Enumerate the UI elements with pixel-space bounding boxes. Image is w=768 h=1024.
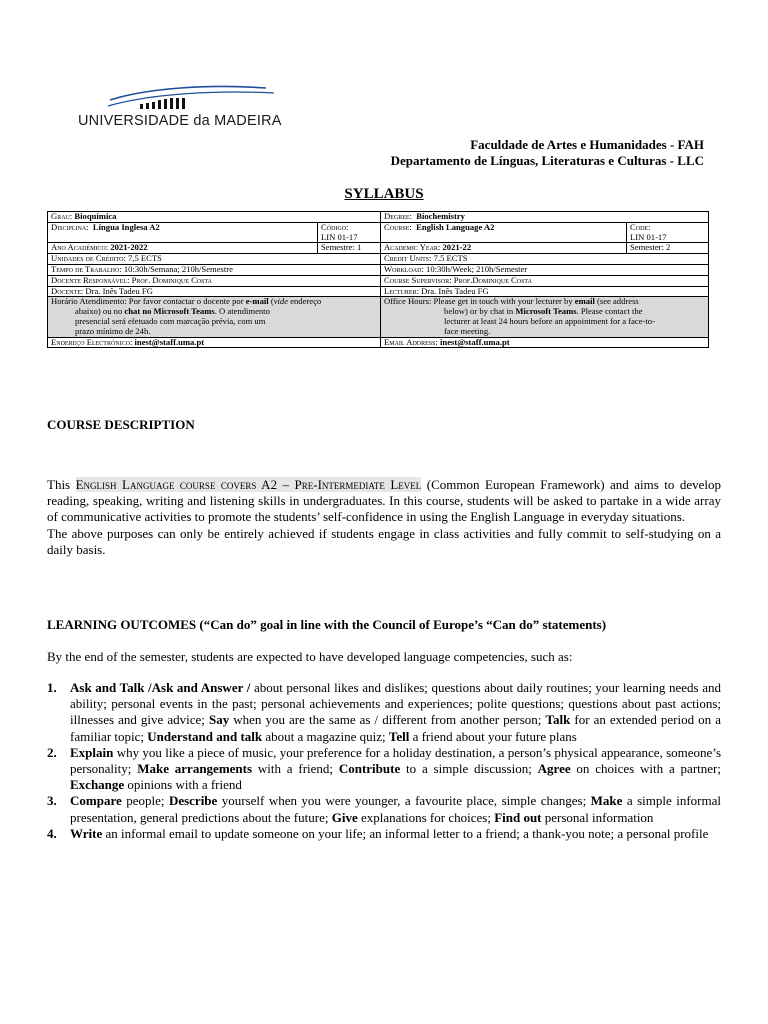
page-title: SYLLABUS [344,186,424,202]
office-hours-cell: Office Hours: Please get in touch with your lecturer by email (see address below) or by chat in Microsoft Teams. Please contact the lecturer at least 24 hours before an appointment for a face-to- face meeting. [381,297,709,337]
docente-responsavel-cell: Docente Responsável: Prof. Dominique Costa [48,275,381,286]
list-item: 3. Compare people; Describe yourself when you were younger, a favourite place, simple changes; Make a simple informal presentation, general predictions about the future; Give explanations for choices; Find out personal information [47,793,721,825]
learning-outcomes-intro: By the end of the semester, students are expected to have developed language competencies, such as: [47,649,573,664]
list-item: 4. Write an informal email to update someone on your life; an informal letter to a friend; a thank-you note; a personal profile [47,825,709,841]
docente-cell: Docente: Dra. Inês Tadeu FG [48,286,381,297]
email-address-cell: Email Address: inest@staff.uma.pt [381,337,709,348]
academic-year-cell: Academic Year: 2021-22 [381,243,627,254]
department-name: Departamento de Línguas, Literaturas e Culturas - LLC [390,153,704,168]
disciplina-cell: Disciplina: Língua Inglesa A2 [48,222,318,243]
table-row [48,297,709,337]
logo-swoosh-icon [78,84,278,114]
university-logo [78,84,282,134]
course-info-table [47,211,709,348]
table-row [48,264,709,275]
course-description-heading: COURSE DESCRIPTION [47,417,195,432]
table-row [48,212,709,223]
tempo-cell: Tempo de Trabalho: 10:30h/Semana; 210h/Semestre [48,264,381,275]
course-supervisor-cell: Course Supervisor: Prof.Dominique Costa [381,275,709,286]
ano-cell: Ano Académico: 2021-2022 [48,243,318,254]
course-cell: Course: English Language A2 [381,222,627,243]
table-row [48,243,709,254]
learning-outcomes-list [47,680,721,842]
code-cell: Code: LIN 01-17 [627,222,709,243]
table-row [48,254,709,265]
table-row [48,286,709,297]
semestre-pt-cell: Semestre: 1 [318,243,381,254]
faculty-header [391,137,704,169]
grau-cell: Grau: Bioquímica [48,212,381,223]
endereco-cell: Endereço Electrónico: inest@staff.uma.pt [48,337,381,348]
unidades-cell: Unidades de Crédito: 7,5 ECTS [48,254,381,265]
list-item: 2. Explain why you like a piece of music, your preference for a holiday destination, a person’s physical appearance, someone’s personality; Make arrangements with a friend; Contribute to a simple discussion; Agree on choices with a partner; Exchange opinions with a friend [47,744,721,793]
lecturer-cell: Lecturer: Dra. Inês Tadeu FG [381,286,709,297]
workload-cell: Workload: 10:30h/Week; 210h/Semester [381,264,709,275]
degree-cell: Degree: Biochemistry [381,212,709,223]
semester-en-cell: Semester: 2 [627,243,709,254]
email-link[interactable]: inest@staff.uma.pt [134,336,205,347]
course-level-highlight: English Language course covers A2 – Pre-Intermediate Level [75,477,422,492]
credit-cell: Credit Units: 7.5 ECTS [381,254,709,265]
learning-outcomes-heading: LEARNING OUTCOMES (“Can do” goal in line with the Council of Europe’s “Can do” statements) [47,617,607,632]
email-link[interactable]: inest@staff.uma.pt [440,336,510,347]
table-row [48,275,709,286]
faculty-name: Faculdade de Artes e Humanidades - FAH [470,137,704,152]
codigo-cell: Código: LIN 01-17 [318,222,381,243]
logo-text: UNIVERSIDADE da MADEIRA [78,113,282,129]
horario-atendimento-cell: Horário Atendimento: Por favor contactar o docente por e-mail (vide endereço abaixo) ou no chat no Microsoft Teams. O atendimento presencial será efetuado com marcação prévia, com um prazo mínimo de 24h. [48,297,381,337]
course-description-paragraph-2: The above purposes can only be entirely achieved if students engage in class activities and fully commit to self-studying on a daily basis. [47,525,721,557]
course-description-paragraph: This English Language course covers A2 – Pre-Intermediate Level (Common European Framework) and aims to develop reading, speaking, writing and listening skills in undergraduates. In this course, students will be asked to partake in a wide array of communicative activities to promote the students’ self-confidence in using the English Language in everyday situations. The above purposes can only be entirely achieved if students engage in class activities and fully commit to self-studying on a daily basis. [47,477,722,557]
list-item: 1. Ask and Talk /Ask and Answer / about personal likes and dislikes; questions about daily routines; your learning needs and ability; personal events in the past; personal achievements and experiences; polite questions; questions about past actions; illnesses and give advice; Say when you are the same as / different from another person; Talk for an extended period on a familiar topic; Understand and talk about a magazine quiz; Tell a friend about your future plans [47,680,721,744]
table-row [48,337,709,348]
table-row [48,222,709,243]
